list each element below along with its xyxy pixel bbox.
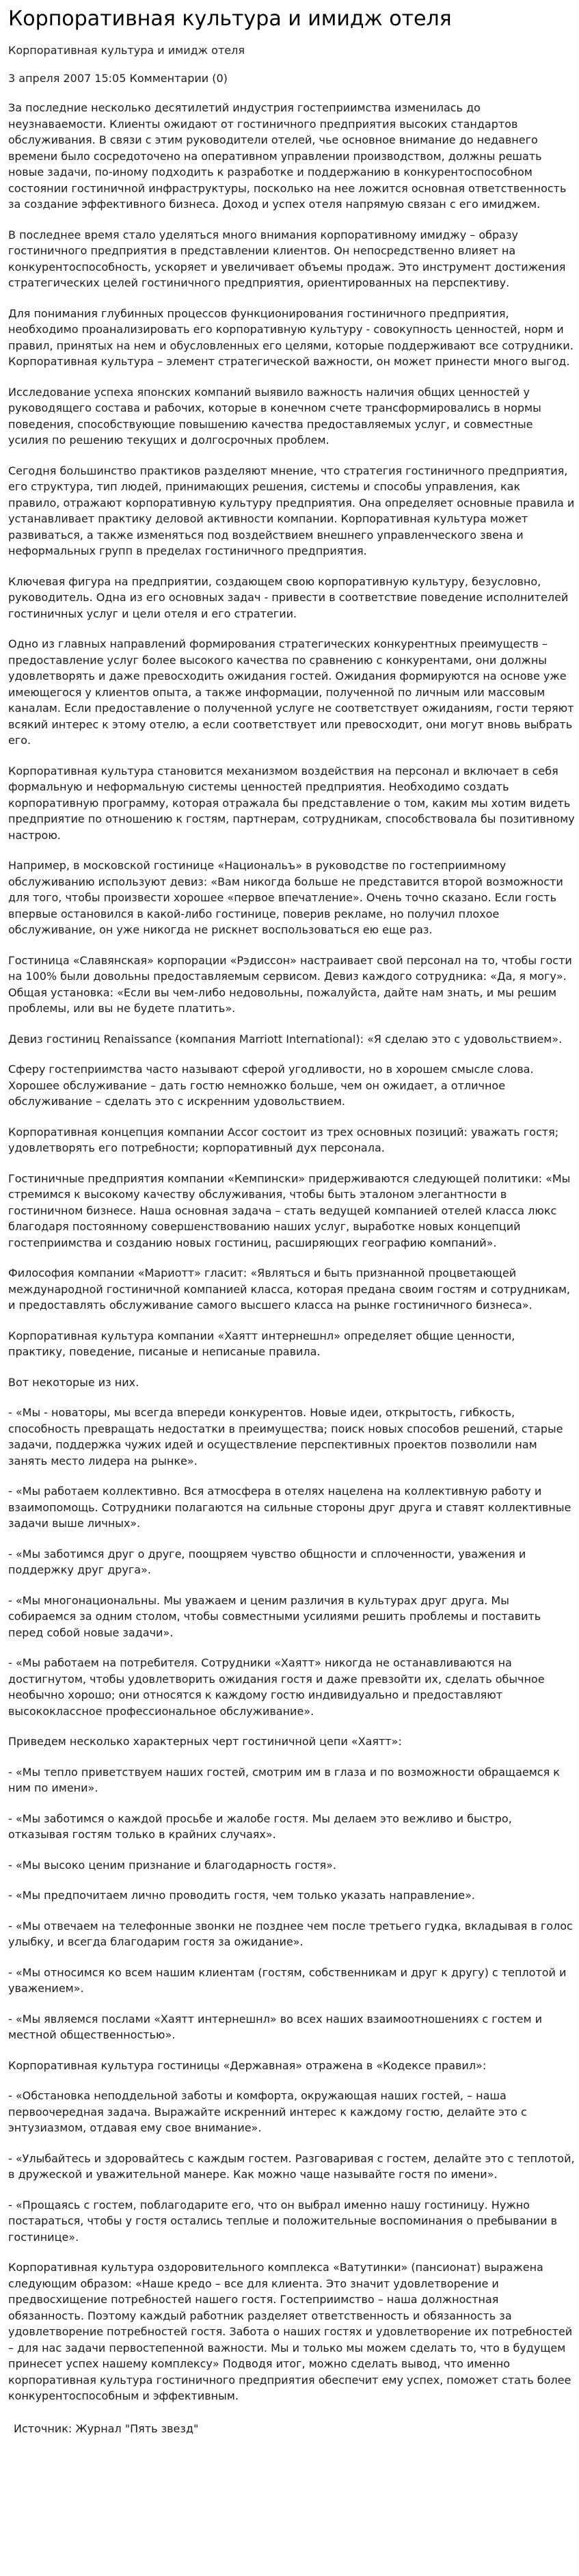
comments-link[interactable] [129, 72, 227, 85]
article-paragraph: Корпоративная культура гостиницы «Державная» отражена в «Кодексе правил»: [8, 2058, 487, 2072]
article-paragraph: Корпоративная концепция компании Accor состоит из трех основных позиций: уважать гостя; удовлетворять его потребности; корпоративный дух персонала. [8, 1125, 559, 1154]
article-paragraph: - «Мы работаем коллективно. Вся атмосфера в отелях нацелена на коллективную работу и взаимопомощь. Сотрудники полагаются на сильные стороны друг друга и ставят коллективные задачи выше личных». [8, 1485, 571, 1530]
article-paragraph: Корпоративная культура становится механизмом воздействия на персонал и включает в себя формальную и неформальную системы ценностей предприятия. Необходимо создать корпоративную программу, которая отражала бы представление о том, каким мы хотим видеть предприятие по отношению к гостям, партнерам, сотрудникам, способствовала бы позитивному настрою. [8, 764, 575, 842]
article-paragraph: Философия компании «Мариотт» гласит: «Являться и быть признанной процветающей международной гостиничной компанией класса, которая предана своим гостям и сотрудникам, и предоставлять обслуживание самого высшего класса на рынке гостиничного бизнеса». [8, 1266, 571, 1312]
comments-count: (0) [212, 72, 228, 85]
article-paragraph: - «Мы тепло приветствуем наших гостей, смотрим им в глаза и по возможности обращаемся к ним по имени». [8, 1765, 560, 1794]
comments-label: Комментарии [129, 72, 209, 85]
article-paragraph: Сегодня большинство практиков разделяют мнение, что стратегия гостиничного предприятия, его структура, тип людей, принимающих решения, системы и способы управления, как правило, отражают корпоративную культуру предприятия. Она определяет основные правила и устанавливает практику деловой активности компании. Корпоративная культура может развиваться, а также изменяться под воздействием внешнего управленческого звена и неформальных групп в пределах гостиничного предприятия. [8, 464, 575, 557]
article-paragraph: Например, в московской гостинице «Национальъ» в руководстве по гостеприимному обслуживанию используют девиз: «Вам никогда больше не представится второй возможности для того, чтобы произвести хорошее «первое впечатление». Очень точно сказано. Если гость впервые остановился в какой-либо гостинице, поверив рекламе, но получил плохое обслуживание, он уже никогда не рискнет воспользоваться ею еще раз. [8, 859, 563, 936]
article-paragraph: - «Мы заботимся о каждой просьбе и жалобе гостя. Мы делаем это вежливо и быстро, отказывая гостям только в крайних случаях». [8, 1811, 512, 1841]
article-paragraph: Вот некоторые из них. [8, 1375, 139, 1389]
page-title: Корпоративная культура и имидж отеля [8, 7, 452, 31]
article-paragraph: Гостиничные предприятия компании «Кемпински» придерживаются следующей политики: «Мы стремимся к высокому качеству обслуживания, чтобы быть эталоном элегантности в гостиничном бизнесе. Наша основная задача – стать ведущей компанией отелей класса люкс благодаря постоянному совершенствованию наших услуг, выработке новых концепций гостеприимства и созданию новых гостиниц, расширяющих географию компаний». [8, 1171, 571, 1249]
article-paragraph: Для понимания глубинных процессов функционирования гостиничного предприятия, необходимо проанализировать его корпоративную культуру - совокупность ценностей, норм и правил, принятых на нем и обусловленных его целями, которые поддерживают все сотрудники. Корпоративная культура – элемент стратегической важности, он может принести много выгод. [8, 306, 574, 368]
article-paragraph: - «Мы относимся ко всем нашим клиентам (гостям, собственникам и друг к другу) с теплотой и уважением». [8, 1965, 567, 1995]
article-paragraph: Исследование успеха японских компаний выявило важность наличия общих ценностей у руководящего состава и рабочих, которые в конечном счете трансформировались в нормы поведения, способствующие повышению качества предоставляемых услуг, и совместные усилия по решению текущих и долгосрочных проблем. [8, 385, 541, 447]
article-paragraph: Корпоративная культура оздоровительного комплекса «Ватутинки» (пансионат) выражена следующим образом: «Наше кредо – все для клиента. Это значит удовлетворение и предвосхищение потребностей нашего гостя. Гостеприимство – наша должностная обязанность. Поэтому каждый работник разделяет ответственность и обязанность за удовлетворение потребностей гостя. Забота о наших гостях и удовлетворение их потребностей – для нас задачи первостепенной важности. Мы и только мы можем сделать то, что в будущем принесет успех нашему комплексу» Подводя итог, можно сделать вывод, что именно корпоративная культура гостиничного предприятия обеспечит ему успех, поможет стать более конкурентоспособным и эффективным. [8, 2261, 573, 2402]
article-paragraph: Сферу гостеприимства часто называют сферой угодливости, но в хорошем смысле слова. Хорошее обслуживание – дать гостю немножко больше, чем он ожидает, а отличное обслуживание – сделать это с искренним удовольствием. [8, 1063, 534, 1108]
article-paragraph: - «Мы заботимся друг о друге, поощряем чувство общности и сплоченности, уважения и поддержку друг друга». [8, 1547, 526, 1576]
article-date: 3 апреля 2007 15:05 [8, 72, 126, 85]
article-meta [8, 72, 575, 85]
article-subtitle: Корпоративная культура и имидж отеля [8, 44, 245, 57]
article-source: Источник: Журнал "Пять звезд" [14, 2421, 199, 2435]
article-paragraph: Ключевая фигура на предприятии, создающем свою корпоративную культуру, безусловно, руководитель. Одна из его основных задач - привести в соответствие поведение исполнителей гостиничных услуг и цели отеля и его стратегии. [8, 574, 569, 620]
article-paragraph: Корпоративная культура компании «Хаятт интернешнл» определяет общие ценности, практику, поведение, писаные и неписаные правила. [8, 1329, 515, 1358]
article-paragraph: - «Мы являемся послами «Хаятт интернешнл» во всех наших взаимоотношениях с гостем и местной общественностью». [8, 2012, 542, 2041]
article-paragraph: - «Мы высоко ценим признание и благодарность гостя». [8, 1858, 336, 1872]
article-paragraph: - «Прощаясь с гостем, поблагодарите его, что он выбрал именно нашу гостиницу. Нужно постараться, чтобы у гостя остались теплые и положительные воспоминания о пребывании в гостинице». [8, 2198, 558, 2244]
article-paragraph: - «Улыбайтесь и здоровайтесь с каждым гостем. Разговаривая с гостем, делайте это с теплотой, в дружеской и уважительной манере. Как можно чаще называйте гостя по имени». [8, 2151, 575, 2181]
article-body [4, 100, 575, 2404]
article [0, 7, 579, 2435]
article-paragraph: - «Мы предпочитаем лично проводить гостя, чем только указать направление». [8, 1889, 475, 1902]
article-paragraph: За последние несколько десятилетий индустрия гостеприимства изменилась до неузнаваемости. Клиенты ожидают от гостиничного предприятия высоких стандартов обслуживания. В связи с этим руководители отелей, чье основное внимание до недавнего времени было сосредоточено на оперативном управлении производством, должны решать новые задачи, по-иному подходить к разработке и поддержанию в конкурентоспособном состоянии гостиничной инфраструктуры, посколько на нее ложится основная ответственность за создание эффективного бизнеса. Доход и успех отеля напрямую связан с его имиджем. [8, 101, 567, 211]
article-paragraph: Одно из главных направлений формирования стратегических конкурентных преимуществ – предоставление услуг более высокого качества по сравнению с конкурентами, они должны удовлетворять и даже превосходить ожидания гостей. Ожидания формируются на основе уже имеющегося у клиентов опыта, а также информации, полученной по личным или массовым каналам. Если предоставление о полученной услуге не соответствует ожиданиям, гости теряют всякий интерес к этому отелю, а если соответствует или превосходит, они могут вновь выбрать его. [8, 637, 574, 747]
article-paragraph: Гостиница «Славянская» корпорации «Рэдиссон» настраивает свой персонал на то, чтобы гости на 100% были довольны предоставляемым сервисом. Девиз каждого сотрудника: «Да, я могу». Общая установка: «Если вы чем-либо недовольны, пожалуйста, дайте нам знать, и мы решим проблемы, или вы не будете платить». [8, 953, 572, 1015]
article-paragraph: - «Мы работаем на потребителя. Сотрудники «Хаятт» никогда не останавливаются на достигнутом, чтобы удовлетворить ожидания гостя и даже превзойти их, сделать обычное необычно хорошо; они относятся к каждому гостю индивидуально и предоставляют высококлассное профессиональное обслуживание». [8, 1656, 545, 1718]
article-paragraph: - «Мы многонациональны. Мы уважаем и ценим различия в культурах друг друга. Мы собираемся за одним столом, чтобы совместными усилиями решить проблемы и поставить перед собой новые задачи». [8, 1593, 541, 1639]
article-paragraph: Приведем несколько характерных черт гостиничной цепи «Хаятт»: [8, 1735, 402, 1748]
article-paragraph: Девиз гостиниц Renaissance (компания Marriott International): «Я сделаю это с удовольствием». [8, 1032, 563, 1046]
article-paragraph: В последнее время стало уделяться много внимания корпоративному имиджу – образу гостиничного предприятия в представлении клиентов. Он непосредственно влияет на конкурентоспособность, ускоряет и увеличивает объемы продаж. Это инструмент достижения стратегических целей гостиничного предприятия, ориентированных на перспективу. [8, 228, 566, 289]
article-paragraph: - «Мы отвечаем на телефонные звонки не позднее чем после третьего гудка, вкладывая в голос улыбку, и всегда благодарим гостя за ожидание». [8, 1919, 573, 1948]
article-paragraph: - «Обстановка неподдельной заботы и комфорта, окружающая наших гостей, – наша первоочередная задача. Выражайте искренний интерес к каждому гостю, делайте это с энтузиазмом, отдавая ему свое внимание». [8, 2089, 527, 2134]
article-paragraph: - «Мы - новаторы, мы всегда впереди конкурентов. Новые идеи, открытость, гибкость, способность превращать недостатки в преимущества; поиск новых способов решений, старые задачи, поддержка чужих идей и осуществление перспективных проектов позволили нам занять место лидера на рынке». [8, 1406, 563, 1468]
